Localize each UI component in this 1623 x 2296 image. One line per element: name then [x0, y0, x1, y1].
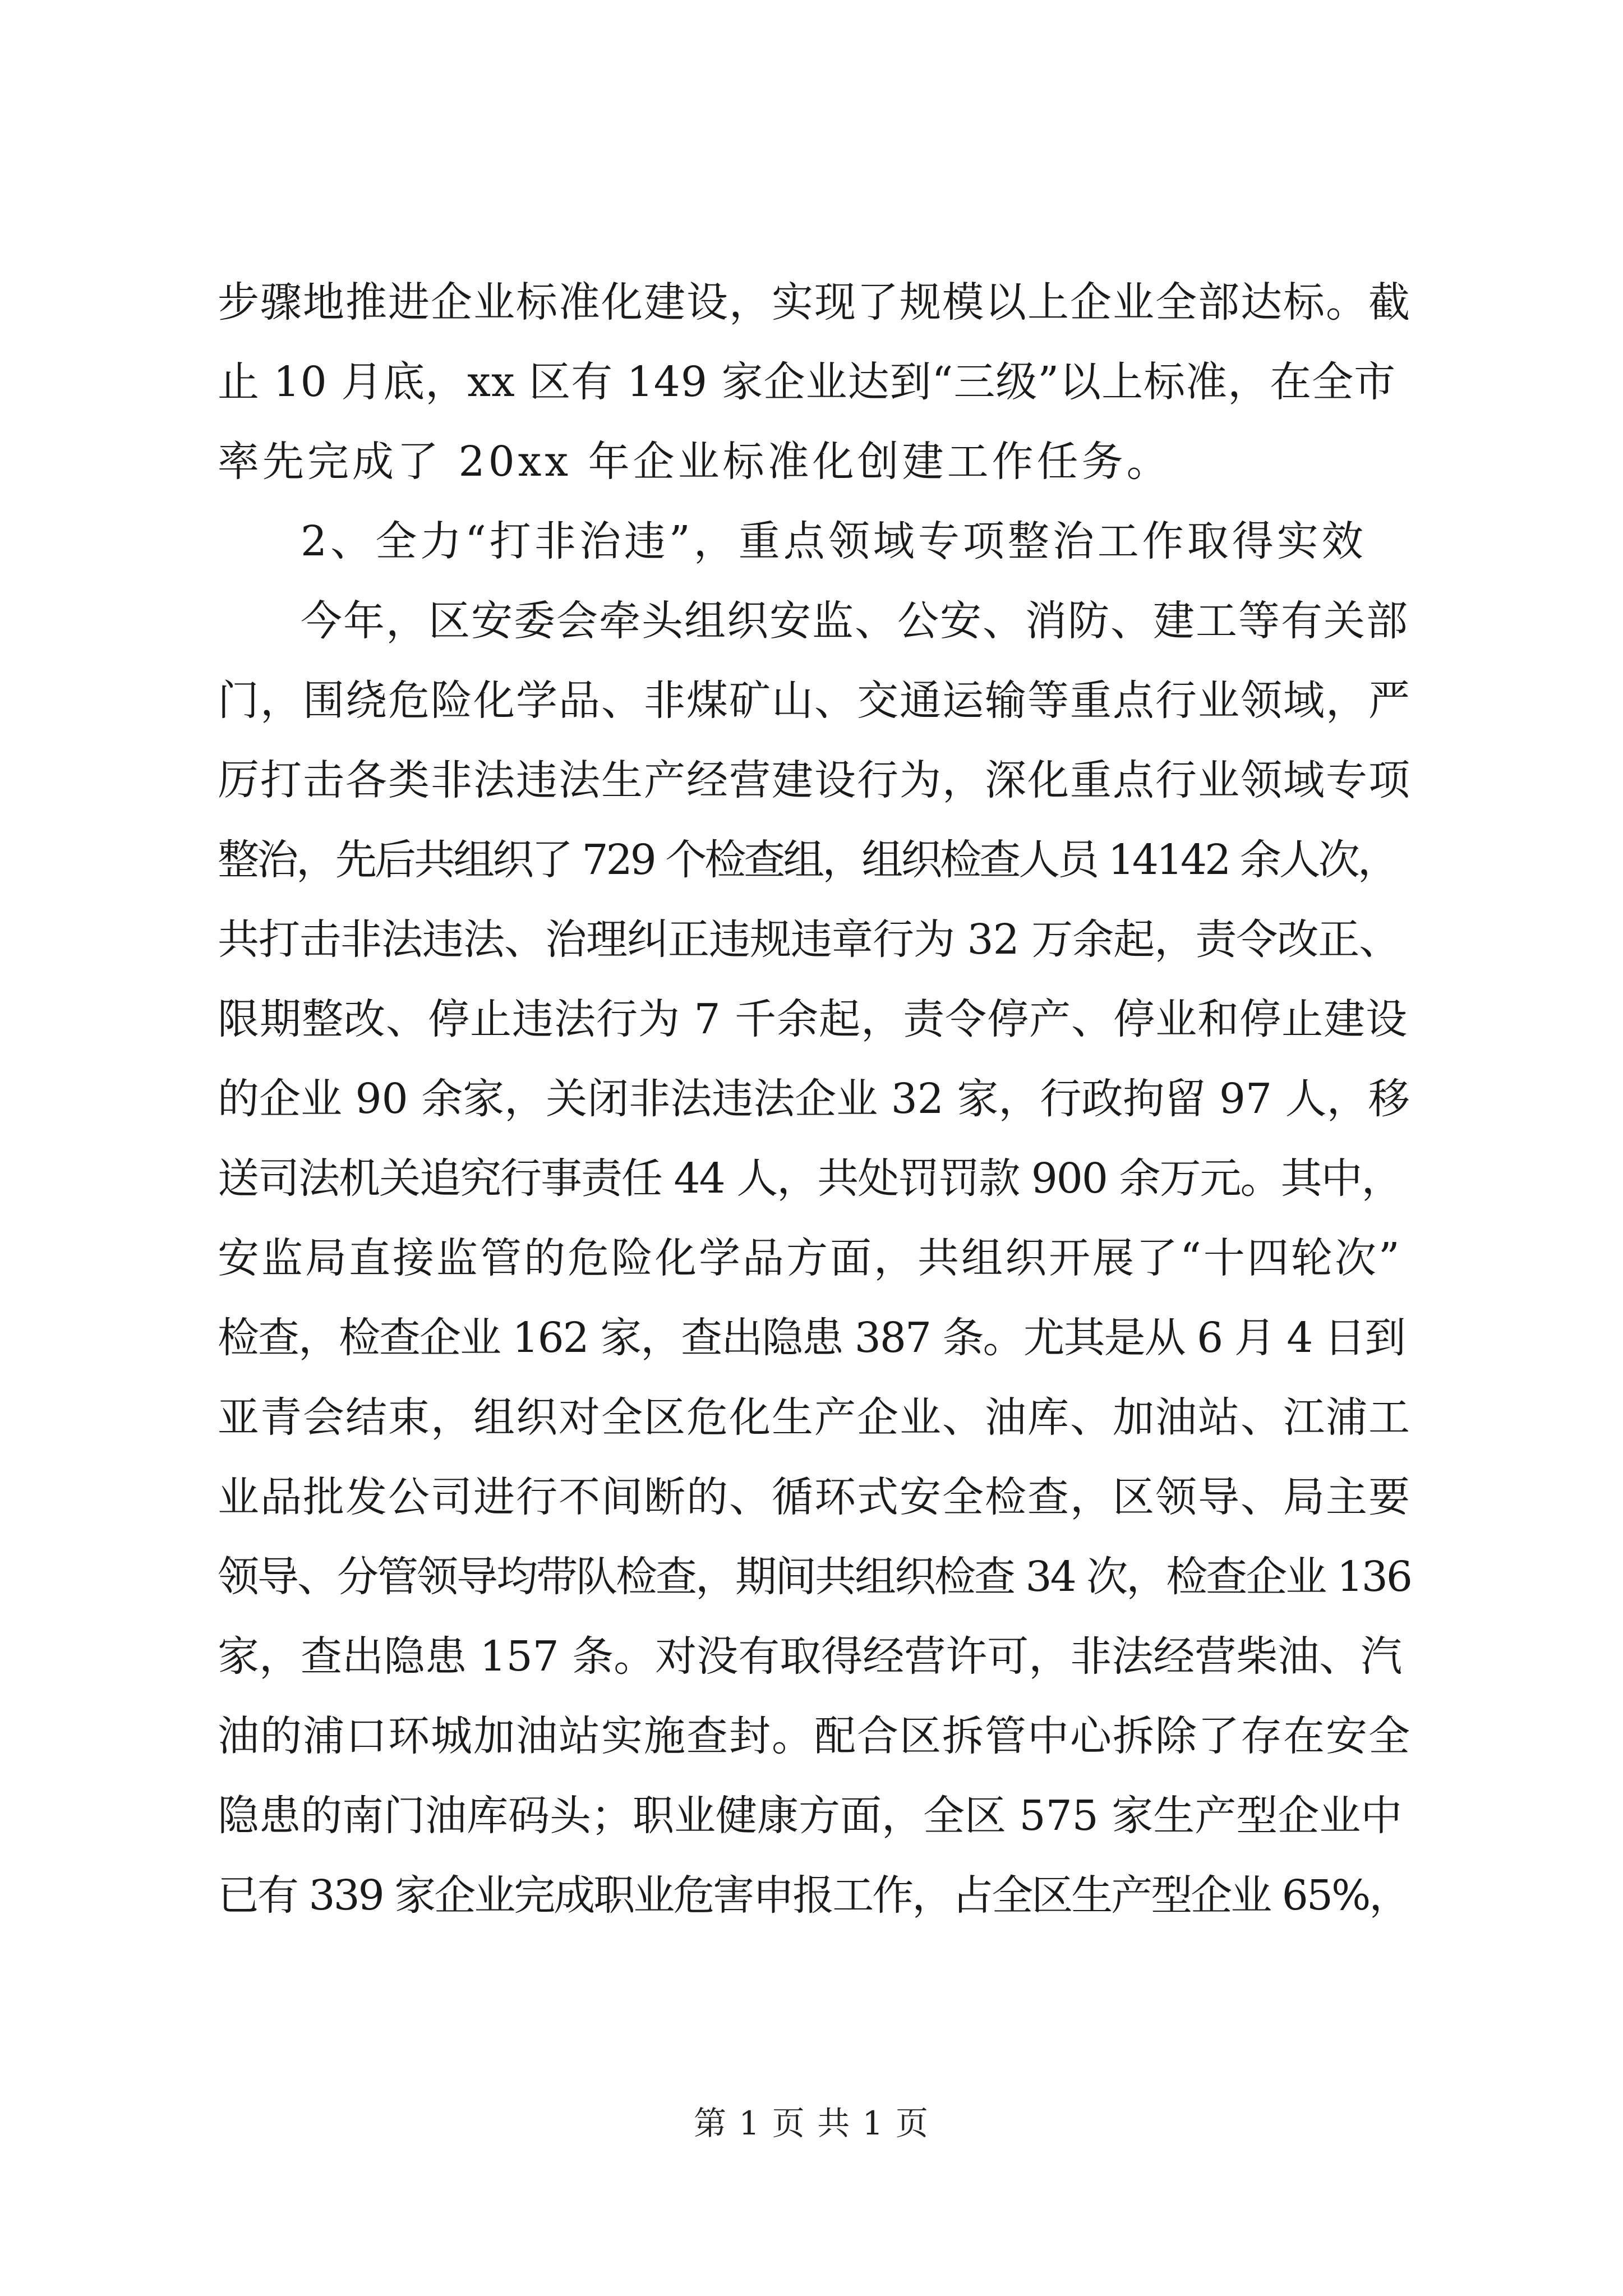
page-number-label: 第 1 页 共 1 页	[694, 2104, 929, 2142]
text-line: 门，围绕危险化学品、非煤矿山、交通运输等重点行业领域，严	[218, 677, 1411, 725]
text-line: 安监局直接监管的危险化学品方面，共组织开展了“十四轮次”	[218, 1234, 1402, 1282]
text-line: 领导、分管领导均带队检查，期间共组织检查 34 次，检查企业 136	[218, 1553, 1411, 1601]
paragraph-first-line: 今年，区安委会牵头组织安监、公安、消防、建工等有关部	[301, 597, 1409, 645]
text-line: 送司法机关追究行事责任 44 人，共处罚罚款 900 余万元。其中，	[218, 1154, 1402, 1203]
text-line: 亚青会结束，组织对全区危化生产企业、油库、加油站、江浦工	[218, 1393, 1411, 1442]
text-line: 厉打击各类非法违法生产经营建设行为，深化重点行业领域专项	[218, 756, 1411, 804]
text-line: 家，查出隐患 157 条。对没有取得经营许可，非法经营柴油、汽	[218, 1632, 1403, 1681]
body-text	[218, 263, 1412, 1935]
text-line: 率先完成了 20xx 年企业标准化创建工作任务。	[218, 438, 1172, 486]
page-footer	[0, 2101, 1623, 2146]
text-line: 止 10 月底，xx 区有 149 家企业达到“三级”以上标准，在全市	[218, 358, 1396, 406]
section-heading: 2、全力“打非治违”，重点领域专项整治工作取得实效	[301, 517, 1367, 565]
text-line: 业品批发公司进行不间断的、循环式安全检查，区领导、局主要	[218, 1473, 1411, 1521]
text-line: 油的浦口环城加油站实施查封。配合区拆管中心拆除了存在安全	[218, 1712, 1411, 1760]
text-line: 的企业 90 余家，关闭非法违法企业 32 家，行政拘留 97 人，移	[218, 1075, 1410, 1123]
text-line: 检查，检查企业 162 家，查出隐患 387 条。尤其是从 6 月 4 日到	[218, 1314, 1405, 1362]
text-line: 已有 339 家企业完成职业危害申报工作，占全区生产型企业 65%，	[218, 1871, 1409, 1920]
text-line: 共打击非法违法、治理纠正违规违章行为 32 万余起，责令改正、	[218, 915, 1400, 964]
text-line: 隐患的南门油库码头；职业健康方面，全区 575 家生产型企业中	[218, 1792, 1403, 1840]
text-line: 整治，先后共组织了 729 个检查组，组织检查人员 14142 余人次，	[218, 836, 1397, 884]
text-line: 限期整改、停止违法行为 7 千余起，责令停产、停业和停止建设	[218, 995, 1408, 1043]
text-line: 步骤地推进企业标准化建设，实现了规模以上企业全部达标。截	[218, 278, 1411, 326]
